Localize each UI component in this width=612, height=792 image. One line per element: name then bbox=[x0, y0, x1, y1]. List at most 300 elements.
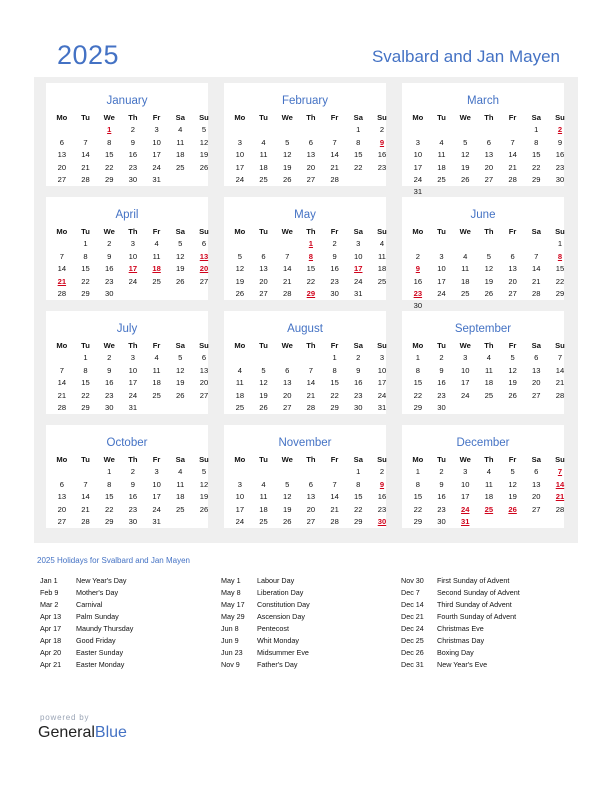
holiday-name: Christmas Eve bbox=[437, 624, 484, 633]
month-name: October bbox=[106, 437, 148, 449]
day-cell: 7 bbox=[510, 137, 515, 147]
weekday-header: Sa bbox=[353, 455, 363, 464]
weekday-header: Tu bbox=[259, 341, 268, 350]
day-cell: 5 bbox=[510, 467, 515, 477]
empty-cell bbox=[501, 238, 525, 250]
day-cell: 14 bbox=[508, 150, 517, 160]
holiday-name: Boxing Day bbox=[437, 648, 474, 657]
brand-name-part1: General bbox=[38, 724, 95, 741]
day-cell: 8 bbox=[356, 137, 361, 147]
empty-cell bbox=[430, 124, 454, 136]
holiday-column bbox=[401, 575, 520, 671]
day-cell: 2 bbox=[356, 353, 361, 363]
day-cell: 13 bbox=[57, 150, 67, 160]
holiday-name: Second Sunday of Advent bbox=[437, 588, 520, 597]
day-cell: 14 bbox=[306, 378, 316, 388]
day-cell: 21 bbox=[532, 276, 541, 286]
day-cell: 6 bbox=[534, 353, 539, 363]
weekday-header: Fr bbox=[152, 113, 161, 122]
empty-cell bbox=[406, 238, 430, 250]
day-cell: 31 bbox=[413, 187, 423, 197]
day-cell: 7 bbox=[83, 137, 88, 147]
day-cell: 19 bbox=[508, 492, 517, 502]
day-cell: 22 bbox=[104, 162, 114, 172]
day-cell: 22 bbox=[104, 504, 114, 514]
day-cell: 7 bbox=[59, 365, 64, 375]
day-cell: 26 bbox=[484, 288, 494, 298]
day-cell: 19 bbox=[282, 504, 292, 514]
month-february bbox=[224, 83, 386, 186]
weekday-header: Sa bbox=[531, 341, 541, 350]
day-cell: 29 bbox=[354, 516, 363, 526]
day-cell: 21 bbox=[330, 504, 339, 514]
weekday-header: Su bbox=[199, 227, 209, 236]
day-cell: 31 bbox=[354, 288, 363, 298]
weekday-header: Tu bbox=[81, 227, 90, 236]
month-october bbox=[46, 425, 208, 528]
day-cell: 11 bbox=[259, 492, 268, 502]
day-cell: 4 bbox=[178, 467, 183, 477]
month-august bbox=[224, 311, 386, 414]
weekday-header: Tu bbox=[437, 227, 446, 236]
day-cell: 25 bbox=[377, 276, 387, 286]
day-cell: 14 bbox=[330, 150, 339, 160]
weekday-header: Su bbox=[555, 113, 565, 122]
day-cell: 27 bbox=[306, 516, 316, 526]
day-cell: 29 bbox=[555, 288, 565, 298]
day-cell: 29 bbox=[413, 516, 423, 526]
day-cell: 16 bbox=[437, 378, 446, 388]
calendar-panel bbox=[34, 77, 578, 543]
day-cell: 29 bbox=[532, 174, 541, 184]
weekday-header: Mo bbox=[412, 227, 424, 236]
weekday-header: Sa bbox=[175, 113, 185, 122]
day-cell: 12 bbox=[199, 137, 209, 147]
weekday-header: Mo bbox=[56, 227, 68, 236]
holiday-name: Fourth Sunday of Advent bbox=[437, 612, 517, 621]
day-cell: 2 bbox=[130, 467, 136, 477]
day-cell: 13 bbox=[57, 492, 67, 502]
day-cell: 28 bbox=[330, 516, 339, 526]
weekday-header: Mo bbox=[234, 455, 246, 464]
day-cell: 31 bbox=[128, 402, 138, 412]
empty-cell bbox=[299, 124, 323, 136]
weekday-header: We bbox=[103, 113, 115, 122]
day-cell: 22 bbox=[555, 276, 565, 286]
month-march bbox=[402, 83, 565, 197]
day-cell: 9 bbox=[356, 365, 361, 375]
day-cell: 2 bbox=[332, 239, 337, 249]
holiday-row bbox=[40, 599, 133, 611]
weekday-header: Sa bbox=[175, 227, 185, 236]
holiday-name: First Sunday of Advent bbox=[437, 576, 510, 585]
day-cell: 9 bbox=[107, 365, 112, 375]
weekday-header: Tu bbox=[259, 455, 268, 464]
day-cell: 15 bbox=[81, 378, 90, 388]
day-cell: 23 bbox=[437, 504, 446, 514]
holiday-row bbox=[401, 599, 520, 611]
weekday-header: Su bbox=[377, 227, 387, 236]
weekday-header: Su bbox=[377, 341, 387, 350]
day-cell: 4 bbox=[154, 239, 159, 249]
holiday-name: Labour Day bbox=[257, 576, 295, 585]
day-cell: 4 bbox=[154, 353, 159, 363]
holiday-date: Dec 25 bbox=[401, 636, 424, 645]
day-cell: 12 bbox=[235, 264, 245, 274]
day-cell: 28 bbox=[555, 390, 565, 400]
day-cell: 3 bbox=[237, 137, 242, 147]
day-cell: 22 bbox=[532, 162, 541, 172]
holiday-day-cell: 26 bbox=[508, 504, 517, 514]
day-cell: 30 bbox=[437, 402, 446, 412]
day-cell: 3 bbox=[154, 467, 159, 477]
day-cell: 27 bbox=[306, 174, 316, 184]
day-cell: 20 bbox=[57, 504, 67, 514]
weekday-header: Su bbox=[377, 455, 387, 464]
weekday-header: Su bbox=[377, 113, 387, 122]
day-cell: 20 bbox=[306, 162, 316, 172]
day-cell: 9 bbox=[107, 251, 112, 261]
day-cell: 19 bbox=[484, 276, 494, 286]
empty-cell bbox=[275, 352, 299, 364]
day-cell: 20 bbox=[259, 276, 268, 286]
day-cell: 25 bbox=[152, 390, 161, 400]
day-cell: 5 bbox=[486, 251, 492, 261]
day-cell: 27 bbox=[259, 288, 268, 298]
holiday-day-cell: 25 bbox=[484, 504, 494, 514]
weekday-header: Mo bbox=[234, 227, 246, 236]
month-july bbox=[46, 311, 208, 414]
day-cell: 20 bbox=[306, 504, 316, 514]
day-cell: 25 bbox=[259, 174, 268, 184]
day-cell: 10 bbox=[235, 492, 245, 502]
day-cell: 21 bbox=[306, 390, 316, 400]
weekday-header: Tu bbox=[81, 113, 90, 122]
holiday-date: Feb 9 bbox=[40, 588, 59, 597]
day-cell: 7 bbox=[83, 479, 88, 489]
day-cell: 26 bbox=[460, 174, 470, 184]
holiday-row bbox=[40, 575, 133, 587]
day-cell: 28 bbox=[532, 288, 541, 298]
month-name: January bbox=[106, 95, 148, 107]
holiday-date: Jun 8 bbox=[221, 624, 239, 633]
day-cell: 25 bbox=[235, 402, 245, 412]
day-cell: 15 bbox=[532, 150, 541, 160]
day-cell: 24 bbox=[354, 276, 363, 286]
weekday-header: Sa bbox=[353, 341, 363, 350]
holiday-row bbox=[221, 635, 310, 647]
weekday-header: Fr bbox=[152, 227, 161, 236]
day-cell: 18 bbox=[460, 276, 470, 286]
brand-logo[interactable] bbox=[38, 724, 127, 742]
holiday-date: Dec 14 bbox=[401, 600, 424, 609]
holiday-name: Pentecost bbox=[257, 624, 289, 633]
day-cell: 2 bbox=[107, 353, 112, 363]
day-cell: 24 bbox=[128, 390, 138, 400]
day-cell: 23 bbox=[555, 162, 565, 172]
day-cell: 17 bbox=[152, 150, 161, 160]
weekday-header: Th bbox=[484, 341, 494, 350]
weekday-header: Fr bbox=[330, 113, 339, 122]
day-cell: 5 bbox=[261, 365, 266, 375]
day-cell: 12 bbox=[259, 378, 268, 388]
day-cell: 26 bbox=[199, 162, 209, 172]
day-cell: 27 bbox=[57, 174, 67, 184]
day-cell: 23 bbox=[377, 504, 387, 514]
empty-cell bbox=[252, 238, 276, 250]
holiday-row bbox=[401, 647, 520, 659]
day-cell: 14 bbox=[532, 264, 541, 274]
month-name: March bbox=[467, 95, 499, 107]
empty-cell bbox=[406, 124, 430, 136]
day-cell: 10 bbox=[377, 365, 387, 375]
empty-cell bbox=[524, 238, 548, 250]
day-cell: 29 bbox=[413, 402, 423, 412]
day-cell: 10 bbox=[354, 251, 363, 261]
day-cell: 19 bbox=[176, 378, 185, 388]
day-cell: 2 bbox=[439, 467, 444, 477]
empty-cell bbox=[50, 124, 74, 136]
day-cell: 15 bbox=[104, 150, 114, 160]
day-cell: 15 bbox=[330, 378, 339, 388]
holiday-name: Good Friday bbox=[76, 636, 116, 645]
month-november bbox=[224, 425, 386, 528]
day-cell: 5 bbox=[201, 467, 207, 477]
day-cell: 13 bbox=[259, 264, 268, 274]
day-cell: 5 bbox=[201, 125, 207, 135]
weekday-header: Mo bbox=[234, 113, 246, 122]
holiday-name: Easter Monday bbox=[76, 660, 125, 669]
holiday-name: Midsummer Eve bbox=[257, 648, 309, 657]
weekday-header: We bbox=[103, 341, 115, 350]
weekday-header: Th bbox=[128, 113, 138, 122]
holiday-row bbox=[40, 611, 133, 623]
day-grid bbox=[50, 112, 208, 186]
day-cell: 2 bbox=[130, 125, 136, 135]
day-cell: 11 bbox=[176, 479, 185, 489]
day-cell: 3 bbox=[154, 125, 159, 135]
holiday-date: Nov 9 bbox=[221, 660, 240, 669]
day-cell: 16 bbox=[437, 492, 446, 502]
holiday-day-cell: 30 bbox=[377, 516, 387, 526]
weekday-header: Fr bbox=[508, 113, 517, 122]
day-cell: 15 bbox=[104, 492, 114, 502]
brand-name-part2: Blue bbox=[94, 724, 127, 741]
day-cell: 10 bbox=[235, 150, 245, 160]
day-grid bbox=[50, 226, 208, 300]
day-cell: 13 bbox=[199, 365, 209, 375]
day-cell: 10 bbox=[152, 137, 161, 147]
day-cell: 12 bbox=[199, 479, 209, 489]
day-cell: 26 bbox=[235, 288, 245, 298]
day-cell: 22 bbox=[354, 504, 363, 514]
day-cell: 26 bbox=[176, 276, 185, 286]
day-cell: 1 bbox=[83, 239, 88, 249]
holiday-row bbox=[221, 611, 310, 623]
day-cell: 23 bbox=[354, 390, 363, 400]
day-cell: 12 bbox=[484, 264, 494, 274]
holiday-day-cell: 7 bbox=[557, 467, 563, 477]
day-cell: 30 bbox=[437, 516, 446, 526]
empty-cell bbox=[275, 238, 299, 250]
day-cell: 10 bbox=[460, 479, 470, 489]
day-cell: 24 bbox=[377, 390, 387, 400]
empty-cell bbox=[501, 124, 525, 136]
day-cell: 24 bbox=[413, 174, 423, 184]
weekday-header: Th bbox=[484, 227, 494, 236]
holiday-day-cell: 24 bbox=[460, 504, 470, 514]
day-cell: 7 bbox=[557, 353, 563, 363]
empty-cell bbox=[430, 238, 454, 250]
weekday-header: Fr bbox=[330, 227, 339, 236]
day-cell: 17 bbox=[235, 504, 245, 514]
empty-cell bbox=[228, 466, 252, 478]
day-cell: 14 bbox=[81, 492, 90, 502]
day-cell: 13 bbox=[306, 150, 316, 160]
day-cell: 30 bbox=[413, 301, 423, 311]
day-cell: 17 bbox=[377, 378, 387, 388]
day-cell: 3 bbox=[237, 479, 242, 489]
holiday-date: Apr 18 bbox=[40, 636, 62, 645]
weekday-header: Sa bbox=[175, 455, 185, 464]
country-title: Svalbard and Jan Mayen bbox=[371, 47, 560, 66]
day-cell: 30 bbox=[555, 174, 565, 184]
weekday-header: Mo bbox=[56, 455, 68, 464]
holiday-day-cell: 14 bbox=[555, 479, 565, 489]
day-cell: 29 bbox=[81, 288, 90, 298]
empty-cell bbox=[477, 238, 501, 250]
holiday-row bbox=[401, 659, 520, 671]
holiday-date: Nov 30 bbox=[401, 576, 424, 585]
weekday-header: Mo bbox=[56, 341, 68, 350]
holiday-date: Jan 1 bbox=[40, 576, 58, 585]
day-grid bbox=[228, 112, 386, 186]
day-cell: 19 bbox=[508, 378, 517, 388]
day-cell: 15 bbox=[413, 492, 423, 502]
day-cell: 9 bbox=[557, 137, 563, 147]
day-cell: 11 bbox=[484, 479, 493, 489]
holiday-day-cell: 1 bbox=[107, 125, 112, 135]
day-cell: 23 bbox=[128, 504, 138, 514]
day-cell: 19 bbox=[199, 492, 209, 502]
day-cell: 20 bbox=[484, 162, 494, 172]
holiday-name: Christmas Day bbox=[437, 636, 485, 645]
day-cell: 26 bbox=[199, 504, 209, 514]
day-cell: 17 bbox=[152, 492, 161, 502]
day-cell: 22 bbox=[81, 390, 90, 400]
day-cell: 11 bbox=[378, 251, 386, 261]
day-cell: 20 bbox=[282, 390, 292, 400]
day-cell: 16 bbox=[104, 264, 114, 274]
day-cell: 9 bbox=[130, 479, 136, 489]
month-january bbox=[46, 83, 208, 186]
holiday-name: New Year's Eve bbox=[437, 660, 488, 669]
day-cell: 19 bbox=[199, 150, 209, 160]
holiday-day-cell: 2 bbox=[557, 125, 563, 135]
holiday-day-cell: 17 bbox=[354, 264, 363, 274]
day-cell: 26 bbox=[259, 402, 268, 412]
holiday-row bbox=[401, 575, 520, 587]
holiday-date: Dec 21 bbox=[401, 612, 424, 621]
day-cell: 17 bbox=[413, 162, 423, 172]
day-cell: 22 bbox=[413, 504, 423, 514]
day-cell: 25 bbox=[437, 174, 446, 184]
empty-cell bbox=[50, 238, 74, 250]
empty-cell bbox=[453, 124, 477, 136]
day-cell: 1 bbox=[557, 239, 563, 249]
holiday-name: Father's Day bbox=[257, 660, 298, 669]
day-cell: 8 bbox=[415, 365, 420, 375]
day-cell: 22 bbox=[330, 390, 339, 400]
day-cell: 7 bbox=[285, 251, 290, 261]
day-cell: 5 bbox=[178, 353, 183, 363]
day-grid bbox=[406, 226, 564, 313]
holiday-name: New Year's Day bbox=[76, 576, 127, 585]
holiday-row bbox=[221, 647, 310, 659]
day-cell: 22 bbox=[413, 390, 423, 400]
day-cell: 12 bbox=[508, 365, 517, 375]
day-cell: 3 bbox=[463, 353, 468, 363]
day-cell: 25 bbox=[152, 276, 161, 286]
day-cell: 29 bbox=[104, 174, 114, 184]
day-cell: 8 bbox=[356, 479, 361, 489]
day-cell: 21 bbox=[282, 276, 292, 286]
day-cell: 6 bbox=[534, 467, 539, 477]
day-cell: 4 bbox=[237, 365, 242, 375]
weekday-header: We bbox=[459, 455, 471, 464]
month-name: June bbox=[470, 209, 496, 221]
month-name: April bbox=[115, 209, 139, 221]
holiday-row bbox=[401, 623, 520, 635]
day-cell: 18 bbox=[259, 504, 268, 514]
day-cell: 26 bbox=[508, 390, 517, 400]
day-cell: 11 bbox=[259, 150, 268, 160]
empty-cell bbox=[477, 124, 501, 136]
day-cell: 8 bbox=[107, 479, 112, 489]
weekday-header: Th bbox=[306, 455, 316, 464]
weekday-header: Th bbox=[306, 227, 316, 236]
weekday-header: Su bbox=[199, 455, 209, 464]
month-name: December bbox=[456, 437, 510, 449]
day-cell: 16 bbox=[377, 492, 387, 502]
day-cell: 6 bbox=[308, 479, 314, 489]
weekday-header: Th bbox=[306, 341, 316, 350]
day-cell: 25 bbox=[484, 390, 494, 400]
day-cell: 14 bbox=[555, 365, 565, 375]
holiday-name: Palm Sunday bbox=[76, 612, 119, 621]
day-cell: 7 bbox=[332, 479, 337, 489]
day-cell: 30 bbox=[128, 174, 138, 184]
day-cell: 22 bbox=[354, 162, 363, 172]
holiday-name: Carnival bbox=[76, 600, 103, 609]
month-december bbox=[402, 425, 564, 528]
holidays-title: 2025 Holidays for Svalbard and Jan Mayen bbox=[37, 556, 190, 565]
holiday-row bbox=[40, 659, 133, 671]
day-cell: 10 bbox=[128, 365, 138, 375]
month-name: May bbox=[294, 209, 316, 221]
weekday-header: We bbox=[103, 227, 115, 236]
day-cell: 27 bbox=[532, 390, 541, 400]
day-cell: 27 bbox=[484, 174, 494, 184]
day-cell: 3 bbox=[463, 467, 468, 477]
day-cell: 7 bbox=[534, 251, 539, 261]
holiday-day-cell: 21 bbox=[57, 276, 67, 286]
day-cell: 31 bbox=[377, 402, 387, 412]
day-cell: 24 bbox=[152, 162, 161, 172]
day-cell: 29 bbox=[81, 402, 90, 412]
day-cell: 20 bbox=[199, 378, 209, 388]
holiday-row bbox=[401, 587, 520, 599]
